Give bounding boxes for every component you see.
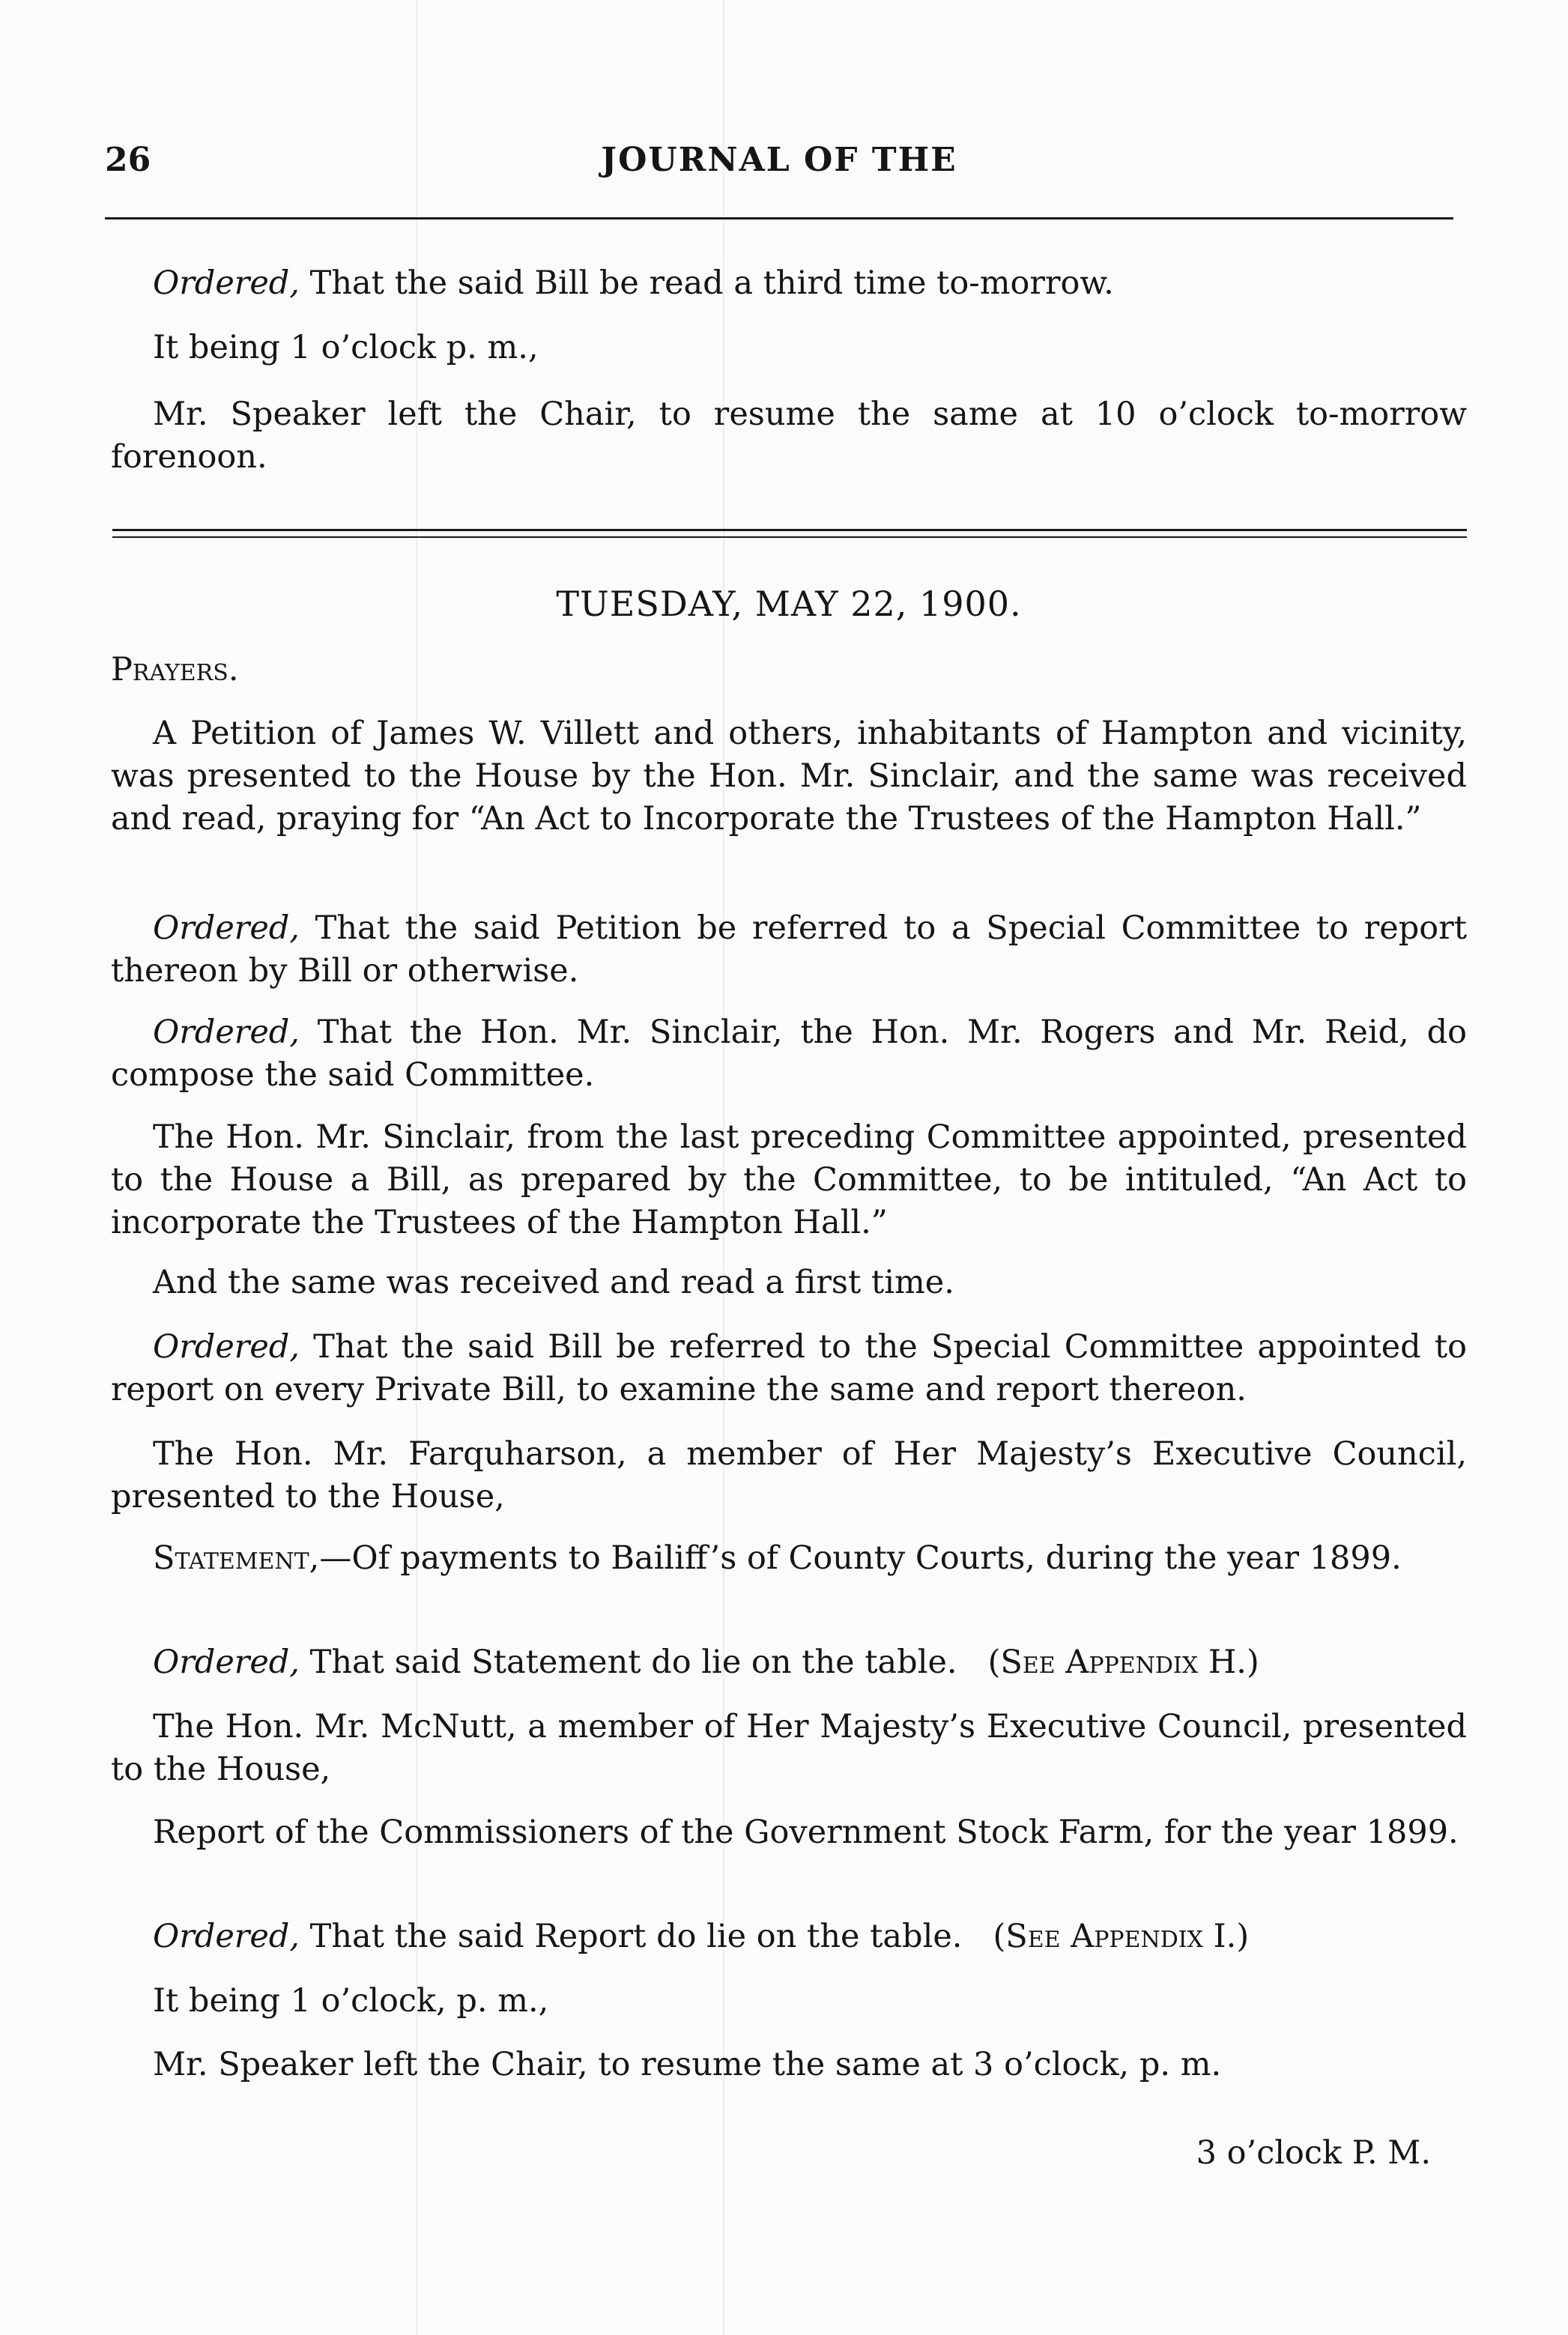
time-marker: 3 o’clock P. M. bbox=[1196, 2134, 1431, 2172]
ordered-lead: Ordered, bbox=[153, 1644, 300, 1681]
paragraph-text: The Hon. Mr. McNutt, a member of Her Majesty’s Executive Council, presented to the House, bbox=[111, 1708, 1467, 1788]
section-rule-top bbox=[112, 529, 1467, 531]
paragraph-text: A Petition of James W. Villett and others, inhabitants of Hampton and vicinity, was presented to the House by the Hon. Mr. Sinclair, and the same was received and read, praying for “An Act to Incorporate the Trustees of the Hampton Hall.” bbox=[111, 715, 1467, 838]
ordered-lead: Ordered, bbox=[153, 264, 300, 302]
paragraph bbox=[111, 1915, 1467, 1958]
paragraph-text: The Hon. Mr. Farquharson, a member of Her Majesty’s Executive Council, presented to the House, bbox=[111, 1435, 1467, 1515]
section-rule-bottom bbox=[112, 536, 1467, 538]
paragraph-text: That the Hon. Mr. Sinclair, the Hon. Mr. Rogers and Mr. Reid, do compose the said Committee. bbox=[111, 1014, 1467, 1094]
paragraph-text: That said Statement do lie on the table. bbox=[299, 1644, 957, 1681]
paragraph-text: The Hon. Mr. Sinclair, from the last preceding Committee appointed, presented to the House a Bill, as prepared by the Committee, to be intituled, “An Act to incorporate the Trustees of the Hampton Hall.” bbox=[111, 1118, 1467, 1241]
paragraph bbox=[111, 2044, 1467, 2086]
paragraph bbox=[111, 712, 1467, 841]
prayers-heading: Prayers. bbox=[111, 651, 239, 688]
paragraph bbox=[111, 393, 1467, 479]
paragraph bbox=[111, 907, 1467, 993]
page-header bbox=[105, 141, 1453, 186]
paragraph bbox=[111, 327, 1467, 369]
page-number: 26 bbox=[105, 141, 151, 179]
header-rule bbox=[105, 217, 1453, 219]
paragraph-text: And the same was received and read a first time. bbox=[153, 1264, 954, 1301]
paragraph bbox=[111, 1116, 1467, 1244]
paragraph bbox=[111, 1011, 1467, 1097]
ordered-lead: Ordered, bbox=[153, 1328, 300, 1366]
paragraph-text: That the said Petition be referred to a Special Committee to report thereon by Bill or otherwise. bbox=[111, 909, 1467, 990]
paragraph bbox=[111, 262, 1467, 305]
running-title: JOURNAL OF THE bbox=[601, 141, 957, 179]
paragraph-text: That the said Report do lie on the table. bbox=[299, 1918, 963, 1955]
ordered-lead: Ordered, bbox=[153, 1918, 300, 1955]
statement-lead: Statement, bbox=[153, 1539, 320, 1577]
paragraph bbox=[111, 1433, 1467, 1518]
date-heading: TUESDAY, MAY 22, 1900. bbox=[556, 584, 1022, 624]
paragraph-text: It being 1 o’clock p. m., bbox=[153, 329, 539, 366]
paragraph bbox=[111, 1980, 1467, 2023]
ordered-lead: Ordered, bbox=[153, 1014, 300, 1051]
paragraph-text: That the said Bill be read a third time to-morrow. bbox=[299, 264, 1114, 302]
paragraph-text: That the said Bill be referred to the Special Committee appointed to report on every Private Bill, to examine the same and report thereon. bbox=[111, 1328, 1467, 1408]
paragraph bbox=[111, 1326, 1467, 1411]
paragraph-text: Mr. Speaker left the Chair, to resume the same at 10 o’clock to-morrow forenoon. bbox=[111, 396, 1467, 476]
paragraph bbox=[111, 1811, 1467, 1854]
paragraph-text: It being 1 o’clock, p. m., bbox=[153, 1982, 549, 2020]
appendix-reference: (See Appendix I.) bbox=[993, 1918, 1250, 1955]
paragraph bbox=[111, 1641, 1467, 1684]
ordered-lead: Ordered, bbox=[153, 909, 300, 947]
paragraph bbox=[111, 1537, 1467, 1580]
paragraph bbox=[111, 1262, 1467, 1304]
paragraph-text: Mr. Speaker left the Chair, to resume the same at 3 o’clock, p. m. bbox=[153, 2046, 1222, 2083]
paragraph-text: —Of payments to Bailiff’s of County Courts, during the year 1899. bbox=[319, 1539, 1402, 1577]
appendix-reference: (See Appendix H.) bbox=[987, 1644, 1259, 1681]
paragraph bbox=[111, 1706, 1467, 1791]
paragraph-text: Report of the Commissioners of the Government Stock Farm, for the year 1899. bbox=[153, 1814, 1459, 1851]
